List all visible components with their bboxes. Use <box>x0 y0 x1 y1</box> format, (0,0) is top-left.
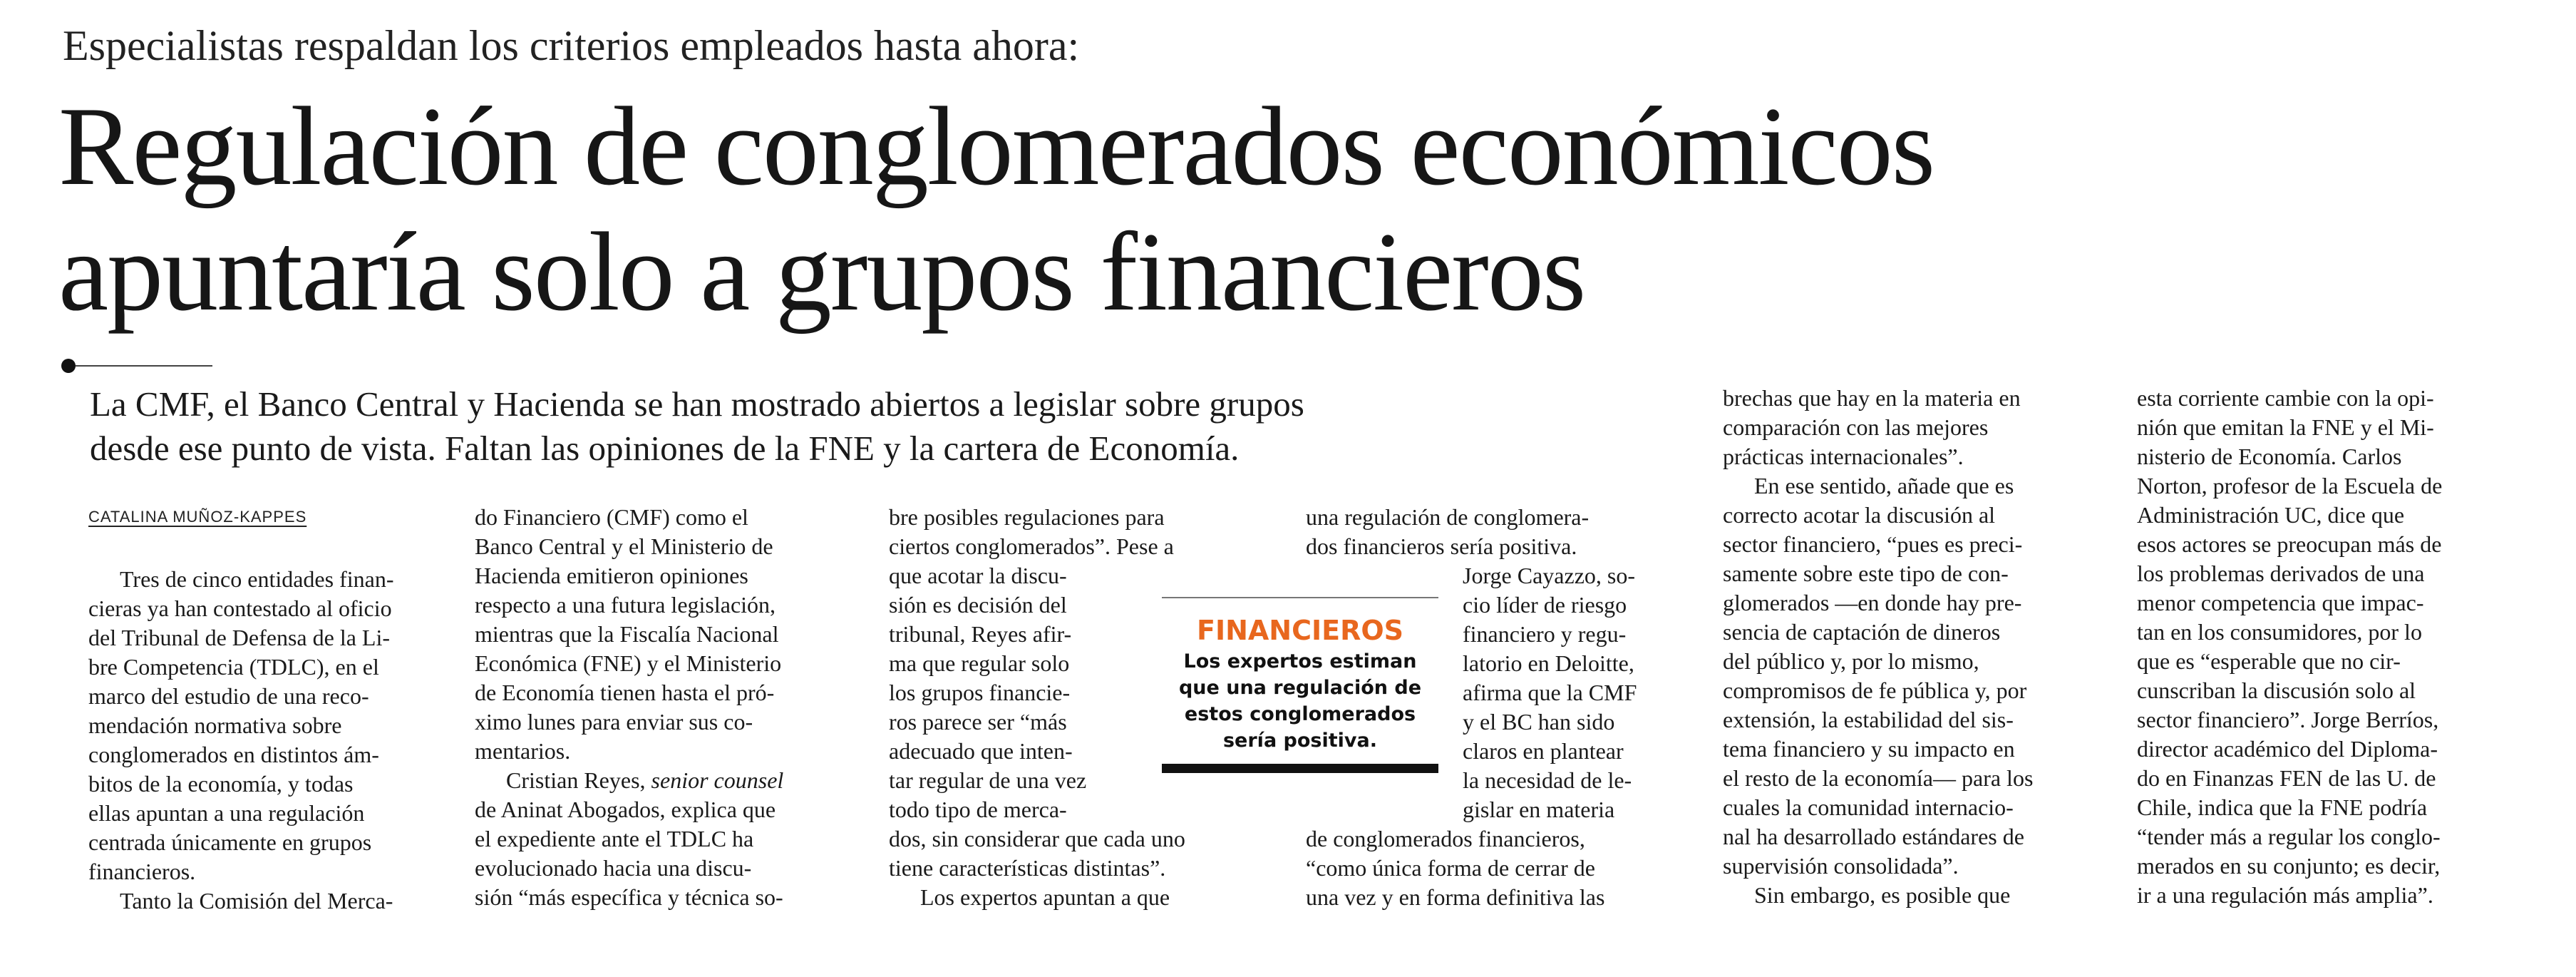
text-line: En ese sentido, añade que es <box>1754 473 2014 498</box>
text-line: adecuado que inten- <box>889 738 1073 764</box>
text-line: nal ha desarrollado estándares de <box>1723 824 2024 849</box>
text-line: los problemas derivados de una <box>2137 561 2425 586</box>
text-line: correcto acotar la discusión al <box>1723 502 1996 528</box>
text-line: afirma que la CMF <box>1463 680 1637 705</box>
text-line: claros en plantear <box>1463 738 1624 764</box>
callout-bottom-rule <box>1162 764 1438 773</box>
text-line: de conglomerados financieros, <box>1306 826 1585 851</box>
text-line: cio líder de riesgo <box>1463 592 1627 618</box>
text-line: que es “esperable que no cir- <box>2137 648 2401 674</box>
text-line: glomerados —en donde hay pre- <box>1723 590 2022 615</box>
text-line: Tres de cinco entidades finan- <box>120 566 394 592</box>
text-line: tiene características distintas”. <box>889 855 1166 881</box>
article-kicker: Especialistas respaldan los criterios empleados hasta ahora: <box>63 22 1080 69</box>
text-line: evolucionado hacia una discu- <box>475 855 752 881</box>
text-line: el expediente ante el TDLC ha <box>475 826 754 851</box>
text-line: mendación normativa sobre <box>88 712 342 738</box>
text-line: del público y, por lo mismo, <box>1723 648 1979 674</box>
text-line: el resto de la economía— para los <box>1723 765 2034 791</box>
text-line: de Economía tienen hasta el pró- <box>475 680 775 705</box>
headline-line: Regulación de conglomerados económicos <box>58 84 1934 209</box>
text-line: ellas apuntan a una regulación <box>88 800 365 826</box>
callout-top-rule <box>1162 597 1438 598</box>
divider-line <box>76 365 212 367</box>
text-line: mientras que la Fiscalía Nacional <box>475 621 779 647</box>
text-line: sencia de captación de dineros <box>1723 619 2001 645</box>
text-line: todo tipo de merca- <box>889 797 1067 822</box>
text-line: dos, sin considerar que cada uno <box>889 826 1185 851</box>
text-line: financieros. <box>88 859 196 884</box>
text-line: Tanto la Comisión del Merca- <box>120 888 393 914</box>
text-line: ma que regular solo <box>889 650 1070 676</box>
text-line: esta corriente cambie con la opi- <box>2137 385 2434 411</box>
text-line: director académico del Diploma- <box>2137 736 2438 762</box>
text-line: nión que emitan la FNE y el Mi- <box>2137 414 2434 440</box>
text-line: Hacienda emitieron opiniones <box>475 563 748 588</box>
byline: CATALINA MUÑOZ-KAPPES <box>88 508 307 526</box>
text-line: comparación con las mejores <box>1723 414 1989 440</box>
text-line: sector financiero”. Jorge Berríos, <box>2137 707 2439 732</box>
callout-text-line: Los expertos estiman <box>1183 650 1417 672</box>
text-line: compromisos de fe pública y, por <box>1723 677 2027 703</box>
text-line: tema financiero y su impacto en <box>1723 736 2015 762</box>
subhead-line: desde ese punto de vista. Faltan las opiniones de la FNE y la cartera de Economía. <box>90 429 1240 468</box>
text-line: Administración UC, dice que <box>2137 502 2405 528</box>
text-line: centrada únicamente en grupos <box>88 829 372 855</box>
article-headline <box>58 84 2339 335</box>
callout-text-line: sería positiva. <box>1222 730 1377 752</box>
text-line: de Aninat Abogados, explica que <box>475 797 776 822</box>
text-line: Jorge Cayazzo, so- <box>1463 563 1635 588</box>
text-line: conglomerados en distintos ám- <box>88 742 379 767</box>
text-line: una regulación de conglomera- <box>1306 504 1590 530</box>
text-line: bitos de la economía, y todas <box>88 771 354 797</box>
text-line: Norton, profesor de la Escuela de <box>2137 473 2443 498</box>
text-line: “como única forma de cerrar de <box>1306 855 1595 881</box>
headline-line: apuntaría solo a grupos financieros <box>58 210 1585 334</box>
text-line: tribunal, Reyes afir- <box>889 621 1072 647</box>
text-line: nisterio de Economía. Carlos <box>2137 444 2402 469</box>
text-line <box>475 766 860 795</box>
callout-text-line: que una regulación de <box>1178 677 1422 699</box>
text-line: samente sobre este tipo de con- <box>1723 561 2009 586</box>
text-column-2 <box>475 503 860 912</box>
text-line: ir a una regulación más amplia”. <box>2137 882 2433 908</box>
text-line: esos actores se preocupan más de <box>2137 531 2442 557</box>
text-column-6 <box>2137 384 2522 910</box>
text-line: Los expertos apuntan a que <box>920 884 1170 910</box>
text-line: sector financiero, “pues es preci- <box>1723 531 2023 557</box>
text-line: cuales la comunidad internacio- <box>1723 794 2014 820</box>
italic-term: senior counsel <box>651 767 784 793</box>
text-line: la necesidad de le- <box>1463 767 1632 793</box>
text-line: do Financiero (CMF) como el <box>475 504 748 530</box>
text-line: Económica (FNE) y el Ministerio <box>475 650 782 676</box>
text-line: financiero y regu- <box>1463 621 1627 647</box>
text-line: extensión, la estabilidad del sis- <box>1723 707 2014 732</box>
callout-text <box>1162 648 1438 754</box>
text-line: supervisión consolidada”. <box>1723 853 1959 879</box>
text-line: del Tribunal de Defensa de la Li- <box>88 625 390 650</box>
text-line: y el BC han sido <box>1463 709 1615 735</box>
subhead-line: La CMF, el Banco Central y Hacienda se han mostrado abiertos a legislar sobre grupos <box>90 384 1304 424</box>
callout-title: FINANCIEROS <box>1196 615 1404 646</box>
text-line: brechas que hay en la materia en <box>1723 385 2021 411</box>
text-line: Banco Central y el Ministerio de <box>475 533 773 559</box>
text-line: prácticas internacionales”. <box>1723 444 1964 469</box>
text-line: do en Finanzas FEN de las U. de <box>2137 765 2436 791</box>
text-line: “tender más a regular los conglo- <box>2137 824 2441 849</box>
text-line: gislar en materia <box>1463 797 1615 822</box>
article-subhead <box>90 382 1701 471</box>
text-line: los grupos financie- <box>889 680 1071 705</box>
text-line: bre posibles regulaciones para <box>889 504 1165 530</box>
bullet-dot <box>61 359 76 373</box>
text-column-4-mid <box>1463 561 1698 824</box>
text-column-5 <box>1723 384 2108 910</box>
text-line: una vez y en forma definitiva las <box>1306 884 1605 910</box>
text-column-1 <box>88 565 445 916</box>
text-column-4-bottom <box>1306 824 1691 912</box>
text-line: latorio en Deloitte, <box>1463 650 1634 676</box>
text-line: sión es decisión del <box>889 592 1067 618</box>
text-fragment: Cristian Reyes, <box>506 767 651 793</box>
text-line: marco del estudio de una reco- <box>88 683 369 709</box>
text-line: que acotar la discu- <box>889 563 1067 588</box>
pull-quote-box <box>1162 597 1438 773</box>
text-line: menor competencia que impac- <box>2137 590 2424 615</box>
text-line: mentarios. <box>475 738 571 764</box>
text-line: sión “más específica y técnica so- <box>475 884 783 910</box>
text-line: ros parece ser “más <box>889 709 1067 735</box>
text-line: ximo lunes para enviar sus co- <box>475 709 753 735</box>
callout-text-line: estos conglomerados <box>1184 703 1416 725</box>
text-line: tan en los consumidores, por lo <box>2137 619 2422 645</box>
text-line: dos financieros sería positiva. <box>1306 533 1577 559</box>
text-line: merados en su conjunto; es decir, <box>2137 853 2441 879</box>
text-line: bre Competencia (TDLC), en el <box>88 654 379 680</box>
text-line: Chile, indica que la FNE podría <box>2137 794 2428 820</box>
text-column-4-top <box>1306 503 1691 561</box>
text-line: cunscriban la discusión solo al <box>2137 677 2416 703</box>
text-line: cieras ya han contestado al oficio <box>88 595 392 621</box>
text-line: tar regular de una vez <box>889 767 1087 793</box>
text-line: Sin embargo, es posible que <box>1754 882 2011 908</box>
text-line: ciertos conglomerados”. Pese a <box>889 533 1174 559</box>
text-line: respecto a una futura legislación, <box>475 592 776 618</box>
